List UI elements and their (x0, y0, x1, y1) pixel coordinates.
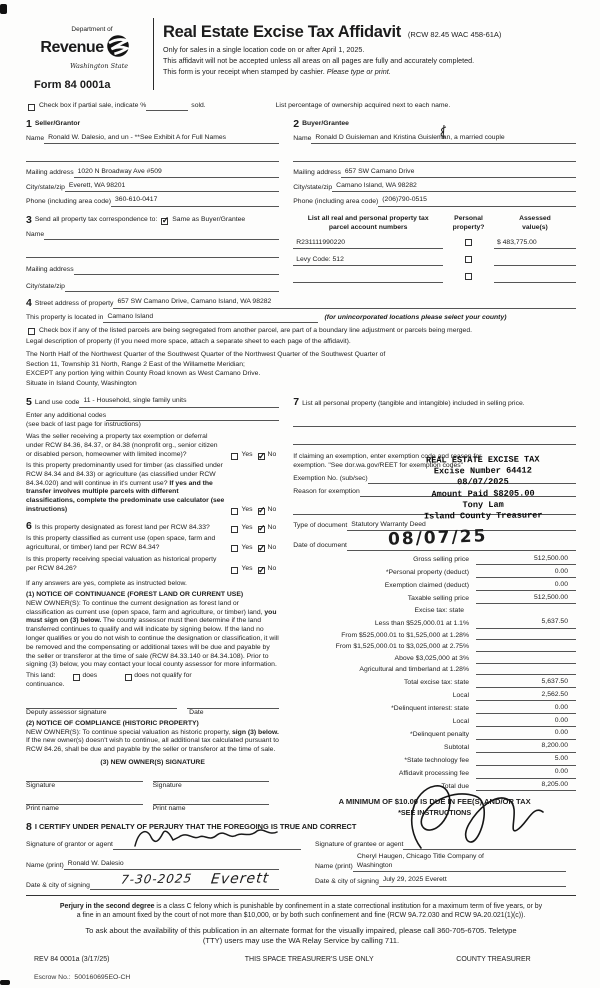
personal-property-checkbox-1[interactable] (465, 239, 472, 246)
new-owners-signature-title: (3) NEW OWNER(S) SIGNATURE (100, 759, 205, 767)
forest-yes-checkbox[interactable] (231, 526, 238, 533)
parcel-table (287, 215, 576, 293)
county-treasurer-label: COUNTY TREASURER (456, 956, 531, 964)
personal-property-col-header: Personal property? (452, 214, 485, 231)
personal-property-checkbox-3[interactable] (465, 273, 472, 280)
signature-label: Signature (152, 781, 182, 789)
exemption-no-checkbox[interactable] (258, 453, 265, 460)
handwritten-document-date: 08/07/25 (387, 526, 488, 550)
tax-row: *Delinquent interest: state 0.00 (293, 704, 576, 714)
corr-name-label: Name (26, 231, 45, 239)
land-qualify-row: This land: does does not qualify for (26, 672, 192, 680)
buyer-name-field[interactable]: Ronald D Guisleman and Kristina Guisleman, a married couple (311, 134, 576, 144)
tax-row: Taxable selling price 512,500.00 (293, 594, 576, 604)
grantee-signature-field[interactable] (403, 841, 576, 850)
legal-description-label: Legal description of property (if you need more space, attach a separate sheet to each page of the affidavit). (26, 337, 351, 345)
section-8-number: 8 (26, 820, 32, 833)
seller-city-field[interactable]: Everett, WA 98201 (65, 182, 279, 192)
deputy-signature-label: Deputy assessor signature (26, 708, 107, 716)
located-in-label: This property is located in (26, 314, 104, 322)
segregated-label: Check box if any of the listed parcels are being segregated from another parcel, are part of a boundary line adjustment or parcels being merged. (39, 327, 472, 335)
personal-property-field-1[interactable] (293, 418, 576, 427)
buyer-city-field[interactable]: Camano Island, WA 98282 (332, 182, 576, 192)
section-5-landuse (26, 397, 279, 408)
header-note-2: This affidavit will not be accepted unless all areas on all pages are fully and accurately completed. (163, 56, 475, 66)
tax-row: Gross selling price 512,500.00 (293, 555, 576, 565)
section-4-number: 4 (26, 297, 32, 310)
tax-row: From $525,000.01 to $1,525,000 at 1.28% (293, 631, 576, 640)
parcel-number-field[interactable]: Levy Code: 512 (293, 256, 443, 266)
deputy-signature-field[interactable] (26, 700, 177, 709)
washington-state-label: Washington State (69, 62, 129, 71)
form-header (26, 16, 576, 92)
tax-row: *Personal property (deduct) 0.00 (293, 568, 576, 578)
print-name-label: Print name (26, 804, 59, 812)
grantor-signature-block (26, 836, 301, 890)
excise-tax-state-header: Excise tax: state (414, 607, 464, 615)
street-address-label: Street address of property (34, 299, 114, 307)
parcel-row (293, 272, 576, 283)
handwritten-signing-city: Everett (210, 870, 271, 889)
notice-continuance-title: (1) NOTICE OF CONTINUANCE (FOREST LAND OR CURRENT USE) (26, 590, 244, 598)
left-column (26, 397, 287, 818)
new-owner-printname-field-2[interactable] (153, 795, 270, 805)
type-of-document-field[interactable]: Statutory Warranty Deed (347, 521, 576, 531)
partial-sale-row (26, 102, 576, 111)
tax-row: Subtotal 8,200.00 (293, 742, 576, 752)
footer-row (26, 955, 576, 964)
additional-codes-note: (see back of last page for instructions) (26, 420, 141, 428)
page-title: Real Estate Excise Tax Affidavit (163, 23, 402, 41)
corr-mailing-label: Mailing address (26, 266, 74, 274)
segregated-checkbox[interactable] (28, 328, 35, 335)
deputy-date-field[interactable] (187, 700, 279, 709)
tax-row: Exemption claimed (deduct) 0.00 (293, 581, 576, 591)
perjury-note: Perjury in the second degree is a class C felony which is punishable by confinement in a state correctional institution for a maximum term of five years, or by a fine in an amount fixed by the court of not more than $10,000, or by both such confinement and fine (RCW 9A.72.030 and RCW 9A.20.021(1)(c)). (59, 903, 543, 920)
seller-phone-field[interactable]: 360-610-0417 (111, 196, 279, 206)
tax-computation-table (293, 555, 576, 792)
header-note-1: Only for sales in a single location code on or after April 1, 2025. (163, 45, 365, 55)
buyer-name-extra-field[interactable] (293, 153, 576, 162)
treasurer-stamp: REAL ESTATE EXCISE TAX Excise Number 64412 08/07/2025 Amount Paid $8205.00 Tony Lam Island County Treasurer (424, 454, 543, 522)
sold-label: sold. (191, 102, 206, 110)
same-as-buyer-checkbox[interactable] (161, 218, 168, 225)
seller-name-label: Name (26, 135, 45, 142)
tax-row: *Delinquent penalty 0.00 (293, 729, 576, 739)
seller-name-extra-field[interactable] (26, 153, 279, 162)
grantee-signature-label: Signature of grantee or agent (315, 841, 404, 849)
parcel-number-field[interactable] (293, 274, 443, 283)
exemption-instructions: If claiming an exemption, enter exemption code and reason for exemption. "See dor.wa.gov/REET for exemption codes" (293, 452, 482, 469)
reason-exemption-label: Reason for exemption (293, 487, 360, 495)
parcel-number-field[interactable]: R231111990220 (293, 239, 443, 249)
section-1-seller (26, 119, 287, 207)
partial-sale-checkbox[interactable] (28, 104, 35, 111)
revenue-wordmark: Revenue (40, 38, 104, 56)
additional-codes-field[interactable] (106, 412, 279, 421)
tax-row: Total due 8,205.00 (293, 781, 576, 791)
scan-artifact (0, 980, 10, 985)
minimum-due-note: A MINIMUM OF $10.00 IS DUE IN FEE(S) AND/OR TAX (338, 797, 531, 807)
exemption-no-label: Exemption No. (sub/sec) (293, 474, 368, 482)
land-use-label: Land use code (34, 398, 80, 406)
new-owner-signature-field-2[interactable] (153, 772, 270, 782)
assessed-value-field[interactable] (494, 257, 576, 266)
section-3-label: Send all property tax correspondence to: (34, 215, 158, 223)
seller-name-field[interactable]: Ronald W. Dalesio, and un - **See Exhibit A for Full Names (44, 134, 279, 144)
certify-statement: I CERTIFY UNDER PENALTY OF PERJURY THAT THE FOREGOING IS TRUE AND CORRECT (34, 822, 357, 832)
street-address-field[interactable]: 657 SW Camano Drive, Camano Island, WA 98282 (113, 298, 576, 308)
rcw-reference: (RCW 82.45 WAC 458-61A) (407, 30, 502, 39)
see-instructions-note: *SEE INSTRUCTIONS (398, 808, 472, 818)
footer-divider (26, 895, 576, 896)
does-checkbox[interactable] (73, 674, 80, 681)
treasurer-use-label: THIS SPACE TREASURER'S USE ONLY (244, 956, 374, 964)
exemption-yes-checkbox[interactable] (231, 453, 238, 460)
grantee-signature-block (301, 836, 576, 890)
tax-row: Affidavit processing fee 0.00 (293, 768, 576, 778)
additional-codes-label: Enter any additional codes (26, 411, 107, 419)
corr-name-extra-field[interactable] (26, 249, 279, 258)
buyer-phone-field[interactable]: (206)790-0515 (378, 196, 576, 206)
section-2-buyer (287, 119, 576, 207)
section-4-property (26, 298, 576, 389)
tax-row: From $1,525,000.01 to $3,025,000 at 2.75% (293, 643, 576, 652)
corr-city-field[interactable] (65, 283, 279, 292)
grantor-name-field[interactable]: Ronald W. Dalesio (64, 860, 279, 870)
grantor-signature-label: Signature of grantor or agent (26, 841, 113, 849)
tax-row: Agricultural and timberland at 1.28% (293, 666, 576, 675)
section-2-number: 2 (293, 118, 300, 130)
land-use-field[interactable]: 11 - Household, single family units (79, 397, 279, 407)
historical-question: Is this property receiving special valuation as historical property per RCW 84.26? Yes ✓ No (26, 556, 279, 574)
tax-row: Local 2,562.50 (293, 691, 576, 701)
section-1-title: Seller/Grantor (34, 119, 81, 127)
ownership-note: List percentage of ownership acquired next to each name. (275, 102, 451, 110)
current-use-no-checkbox[interactable] (258, 545, 265, 552)
new-owner-printname-field-1[interactable] (26, 795, 143, 805)
tax-row: *State technology fee 5.00 (293, 755, 576, 765)
handwritten-signing-date: 7-30-2025 (120, 871, 194, 888)
grantor-date-label: Date & city of signing (26, 881, 90, 889)
right-column (287, 397, 576, 818)
dept-of-label: Department of (71, 26, 113, 33)
section-1-number: 1 (26, 118, 32, 130)
exemption-deferral-question: Was the seller receiving a property tax exemption or deferral under RCW 84.36, 84.37, or 84.38 (nonprofit org., senior citizen or disabled person, homeowner with limited income)? Yes ✓ No (26, 433, 279, 459)
personal-property-checkbox-2[interactable] (465, 256, 472, 263)
dor-logo-block (26, 16, 144, 92)
historical-no-checkbox[interactable] (258, 567, 265, 574)
timber-agriculture-question: Is this property predominantly used for timber (as classified under RCW 84.34 and 84.33) or agriculture (as classified under RCW 84.34.020) and will continue in it's current use? If yes and the transfer involves multiple parcels with different classifications, complete the predominate use calculator (see instructions) Yes ✓ No (26, 462, 279, 515)
grantee-name-label: Name (print) (315, 863, 353, 871)
notice-continuance-body: NEW OWNER(S): To continue the current designation as forest land or classification as current use (open space, farm and agriculture, or timber) land, you must sign on (3) below. The county assessor must then determine if the land transferred continues to qualify and will indicate by signing below. If the land no longer qualifies or you do not wish to continue the designation or classification, it will be removed and the compensating or additional taxes will be due and payable by the seller or transferor at the time of sale (RCW 84.33.140 or 84.34.108). Prior to signing (3) below, you may contact your local county assessor for more information. (26, 599, 279, 669)
accessibility-note: To ask about the availability of this publication in an alternate format for the visually impaired, please call 360-705-6705. Teletype (TTY) users may use the WA Relay Service by calling 711. (85, 926, 517, 946)
historical-yes-checkbox[interactable] (231, 567, 238, 574)
section-7-personal-property: 7 List all personal property (tangible and intangible) included in selling price. (293, 396, 525, 409)
parcel-row (293, 238, 576, 249)
timber-no-checkbox[interactable] (258, 508, 265, 515)
grantor-signature-field[interactable] (113, 841, 301, 850)
section-5-number: 5 (26, 396, 32, 409)
signature-label: Signature (26, 781, 56, 789)
section-6-number: 6 (26, 519, 32, 532)
header-note-3: This form is your receipt when stamped by cashier. Please type or print. (163, 67, 391, 77)
buyer-mailing-label: Mailing address (293, 169, 341, 177)
date-of-document-label: Date of document (293, 542, 347, 550)
grantee-date-field[interactable]: July 29, 2025 Everett (379, 876, 566, 886)
parcel-col-header: List all real and personal property tax parcel account numbers (307, 214, 429, 231)
buyer-city-label: City/state/zip (293, 183, 333, 191)
seller-city-label: City/state/zip (26, 183, 65, 191)
continuance-label: continuance. (26, 681, 65, 689)
escrow-number: Escrow No.: 500160695EO-CH (34, 974, 131, 982)
buyer-phone-label: Phone (including area code) (293, 197, 379, 205)
tax-row: Total excise tax: state 5,637.50 (293, 678, 576, 688)
buyer-name-label: Name (293, 135, 312, 142)
buyer-mailing-field[interactable]: 657 SW Camano Drive (341, 168, 576, 178)
located-in-field[interactable]: Camano Island (103, 313, 318, 323)
assessed-value-field[interactable]: $ 483,775.00 (494, 239, 576, 249)
corr-name-field[interactable] (44, 231, 279, 240)
tax-row: Local 0.00 (293, 717, 576, 727)
timber-yes-checkbox[interactable] (231, 508, 238, 515)
seller-mailing-label: Mailing address (26, 169, 74, 177)
notice-compliance-body: NEW OWNER(S): To continue special valuation as historic property, sign (3) below. If the new owner(s) doesn't wish to continue, all additional tax calculated pursuant to RCW 84.26, shall be due and payable by the seller or transferor at the time of sale. (26, 728, 279, 754)
personal-property-field-2[interactable] (293, 436, 576, 445)
assessed-value-field[interactable] (494, 274, 576, 283)
section-3-number: 3 (26, 213, 32, 226)
type-of-document-label: Type of document (293, 522, 348, 530)
section-8-certification (26, 822, 576, 891)
tax-row: Above $3,025,000 at 3% (293, 655, 576, 664)
tax-row: Less than $525,000.01 at 1.1% 5,637.50 (293, 618, 576, 628)
grantor-name-label: Name (print) (26, 861, 64, 869)
print-name-label: Print name (152, 804, 186, 812)
legal-description: The North Half of the Northwest Quarter of the Southwest Quarter of the Northwest Quarter of the Southwest Quarter of Section 11, Township 31 North, Range 2 East of the Willamette Meridian; EXCEPT any portion lying within County Road known as West Camano Drive. Situate in Island County, Washington (26, 350, 386, 388)
grantee-company-line: Cheryl Haugen, Chicago Title Company of (357, 853, 484, 861)
new-owner-signature-field-1[interactable] (26, 772, 143, 782)
section-7-number: 7 (293, 396, 300, 409)
notice-compliance-title: (2) NOTICE OF COMPLIANCE (HISTORIC PROPERTY) (26, 719, 199, 727)
seller-phone-label: Phone (including area code) (26, 197, 112, 205)
corr-mailing-field[interactable] (74, 266, 280, 275)
assessed-value-col-header: Assessed value(s) (519, 214, 551, 231)
section-3-correspondence (26, 215, 287, 293)
current-use-question: Is this property classified as current use (open space, farm and agricultural, or timber) land per RCW 84.34? Yes ✓ No (26, 535, 279, 553)
form-number: Form 84 0001a (34, 78, 111, 91)
same-as-buyer-label: Same as Buyer/Grantee (172, 215, 246, 223)
does-not-checkbox[interactable] (125, 674, 132, 681)
grantee-name-field[interactable]: Washington (353, 862, 566, 872)
partial-sale-percent-field[interactable] (146, 102, 188, 111)
header-divider (153, 18, 154, 90)
grantee-date-label: Date & city of signing (315, 877, 379, 885)
section-2-title: Buyer/Grantee (302, 119, 349, 127)
rev-number: REV 84 0001a (3/17/25) (34, 956, 110, 964)
current-use-yes-checkbox[interactable] (231, 545, 238, 552)
if-yes-note: If any answers are yes, complete as instructed below. (26, 580, 187, 588)
corr-city-label: City/state/zip (26, 283, 65, 291)
forest-land-question: 6 Is this property designated as forest land per RCW 84.33? Yes ✓ No (26, 521, 279, 533)
deputy-date-label: Date (189, 708, 204, 716)
scan-artifact (0, 4, 7, 14)
parcel-row (293, 255, 576, 266)
forest-no-checkbox[interactable] (258, 526, 265, 533)
unincorporated-note: (for unincorporated locations please select your county) (324, 314, 507, 322)
seller-mailing-field[interactable]: 1020 N Broadway Ave #509 (74, 168, 280, 178)
partial-sale-label: Check box if partial sale, indicate % (39, 102, 147, 110)
dor-logo-icon (106, 34, 130, 62)
